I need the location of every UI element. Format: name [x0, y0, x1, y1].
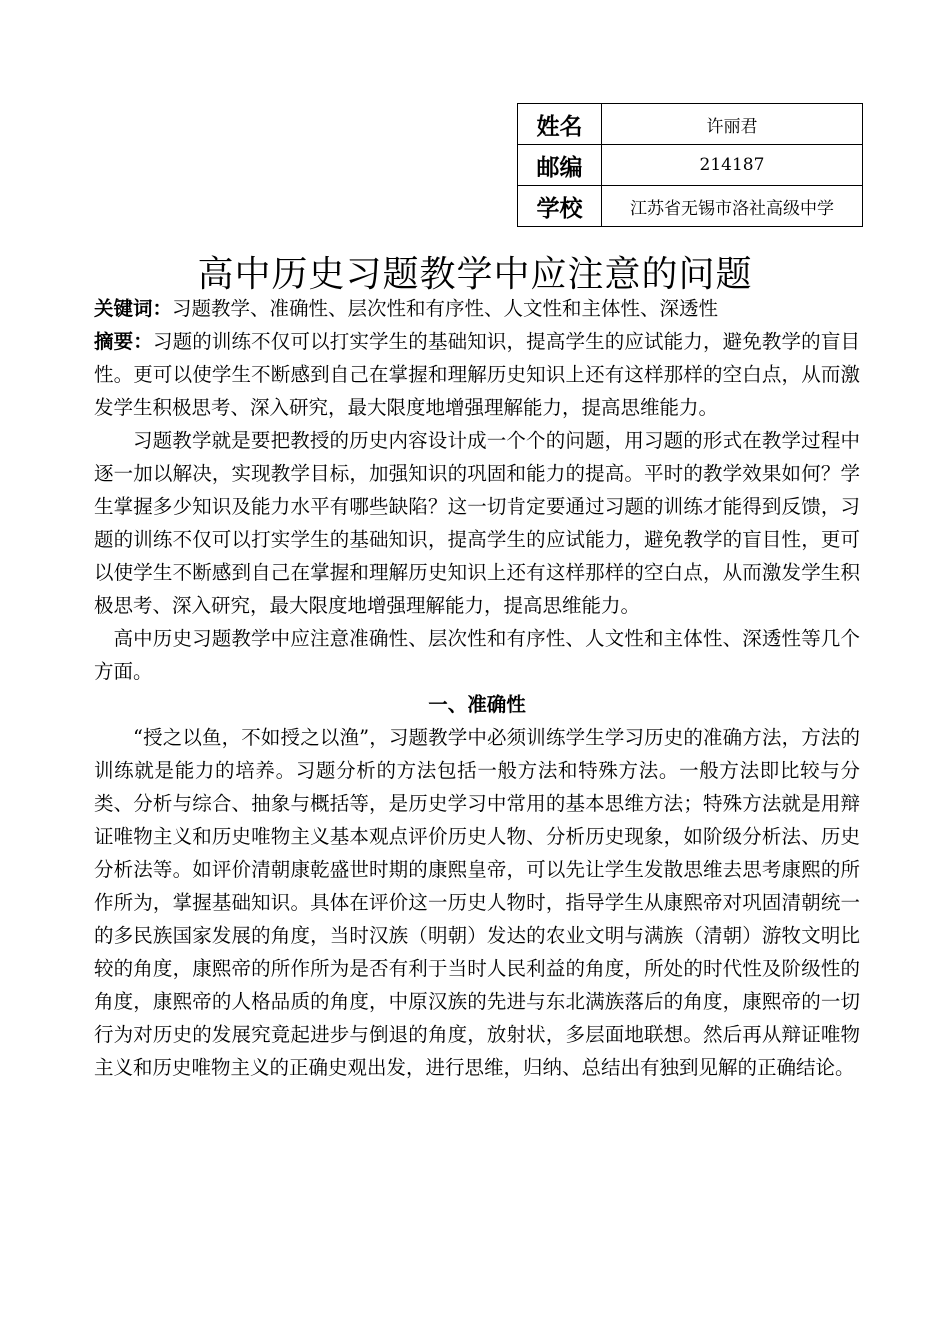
- paragraph-2: 高中历史习题教学中应注意准确性、层次性和有序性、人文性和主体性、深透性等几个方面。: [94, 627, 860, 683]
- document-body: [94, 292, 860, 1084]
- name-value: 许丽君: [602, 104, 863, 145]
- paragraph-1: 习题教学就是要把教授的历史内容设计成一个个的问题，用习题的形式在教学过程中逐一加以解决，实现教学目标，加强知识的巩固和能力的提高。平时的教学效果如何？学生掌握多少知识及能力水平有哪些缺陷？这一切肯定要通过习题的训练才能得到反馈，习题的训练不仅可以打实学生的基础知识，提高学生的应试能力，避免教学的盲目性，更可以使学生不断感到自己在掌握和理解历史知识上还有这样那样的空白点，从而激发学生积极思考、深入研究，最大限度地增强理解能力，提高思维能力。: [94, 429, 860, 617]
- name-row: [518, 104, 863, 145]
- name-label: 姓名: [518, 104, 602, 145]
- section-heading-accuracy: 一、准确性: [428, 693, 526, 716]
- abstract-paragraph: [94, 325, 860, 424]
- abstract-label: 摘要：: [94, 330, 153, 353]
- keywords-text: 习题教学、准确性、层次性和有序性、人文性和主体性、深透性: [172, 297, 719, 320]
- keywords-label: 关键词：: [94, 297, 173, 320]
- postcode-row: [518, 145, 863, 186]
- document-title: 高中历史习题教学中应注意的问题: [197, 254, 753, 295]
- school-value: 江苏省无锡市洛社高级中学: [602, 186, 863, 227]
- postcode-value: 214187: [602, 145, 863, 186]
- author-info-table: [517, 103, 863, 227]
- school-row: [518, 186, 863, 227]
- school-label: 学校: [518, 186, 602, 227]
- keywords-line: [94, 292, 860, 325]
- paragraph-3: “授之以鱼，不如授之以渔”，习题教学中必须训练学生学习历史的准确方法，方法的训练就是能力的培养。习题分析的方法包括一般方法和特殊方法。一般方法即比较与分类、分析与综合、抽象与概括等，是历史学习中常用的基本思维方法；特殊方法就是用辩证唯物主义和历史唯物主义基本观点评价历史人物、分析历史现象，如阶级分析法、历史分析法等。如评价清朝康乾盛世时期的康熙皇帝，可以先让学生发散思维去思考康熙的所作所为，掌握基础知识。具体在评价这一历史人物时，指导学生从康熙帝对巩固清朝统一的多民族国家发展的角度，当时汉族（明朝）发达的农业文明与满族（清朝）游牧文明比较的角度，康熙帝的所作所为是否有利于当时人民利益的角度，所处的时代性及阶级性的角度，康熙帝的人格品质的角度，中原汉族的先进与东北满族落后的角度，康熙帝的一切行为对历史的发展究竟起进步与倒退的角度，放射状，多层面地联想。然后再从辩证唯物主义和历史唯物主义的正确史观出发，进行思维，归纳、总结出有独到见解的正确结论。: [94, 726, 860, 1079]
- abstract-text: 习题的训练不仅可以打实学生的基础知识，提高学生的应试能力，避免教学的盲目性。更可以使学生不断感到自己在掌握和理解历史知识上还有这样那样的空白点，从而激发学生积极思考、深入研究，最大限度地增强理解能力，提高思维能力。: [94, 330, 860, 419]
- postcode-label: 邮编: [518, 145, 602, 186]
